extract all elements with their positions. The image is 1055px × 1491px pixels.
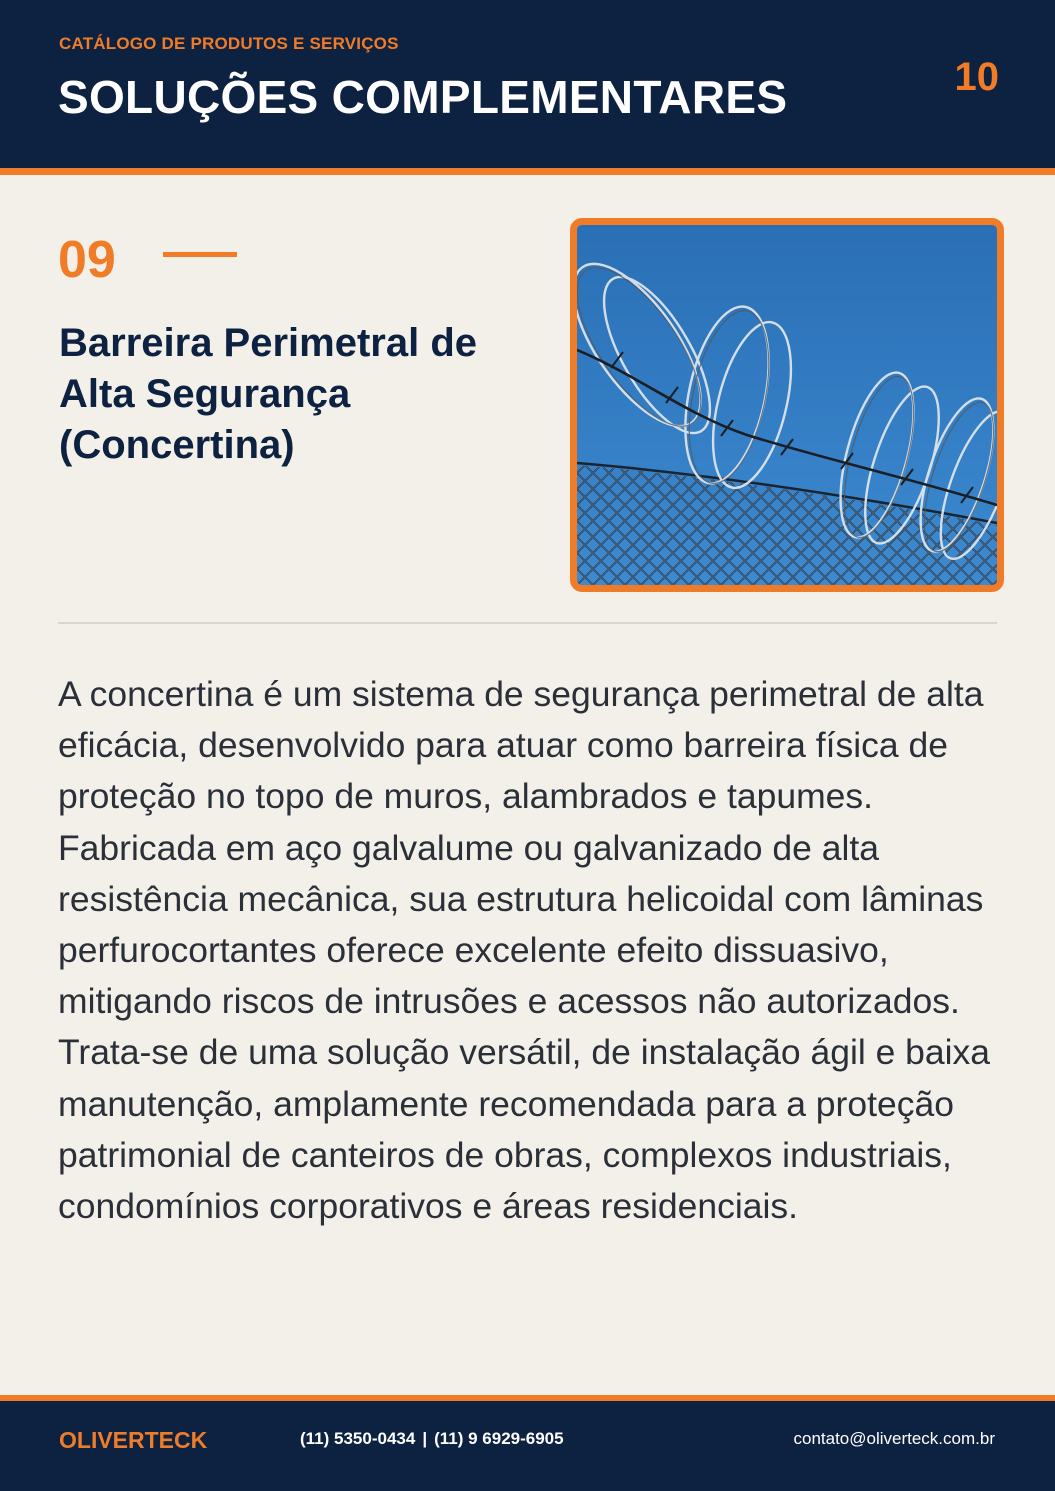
phone-primary: (11) 5350-0434 <box>300 1429 416 1448</box>
razor-wire-illustration <box>577 225 997 585</box>
brand-name: OLIVERTECK <box>59 1427 208 1453</box>
concertina-photo <box>570 218 1004 592</box>
item-number: 09 <box>58 231 116 289</box>
item-number-dash <box>163 252 237 257</box>
item-description: A concertina é um sistema de segurança perimetral de alta eficácia, desenvolvido para atuar como barreira física de proteção no topo de muros, alambrados e tapumes. Fabricada em aço galvalume ou galvanizado de alta resistência mecânica, sua estrutura helicoidal com lâminas perfurocortantes oferece excelente efeito dissuasivo, mitigando riscos de intrusões e acessos não autorizados. Trata-se de uma solução versátil, de instalação ágil e baixa manutenção, amplamente recomendada para a proteção patrimonial de canteiros de obras, complexos industriais, condomínios corporativos e áreas residenciais. <box>58 674 991 1227</box>
contact-phones <box>300 1429 564 1449</box>
header-accent-rule <box>0 168 1055 175</box>
item-title: Barreira Perimetral de Alta Segurança (Concertina) <box>59 321 478 467</box>
phone-separator: | <box>422 1429 428 1448</box>
page-title: SOLUÇÕES COMPLEMENTARES <box>58 71 788 123</box>
catalog-eyebrow: CATÁLOGO DE PRODUTOS E SERVIÇOS <box>59 34 399 53</box>
phone-secondary: (11) 9 6929-6905 <box>434 1429 564 1448</box>
section-divider <box>58 622 997 624</box>
page-number: 10 <box>954 55 999 99</box>
contact-email: contato@oliverteck.com.br <box>793 1429 995 1448</box>
